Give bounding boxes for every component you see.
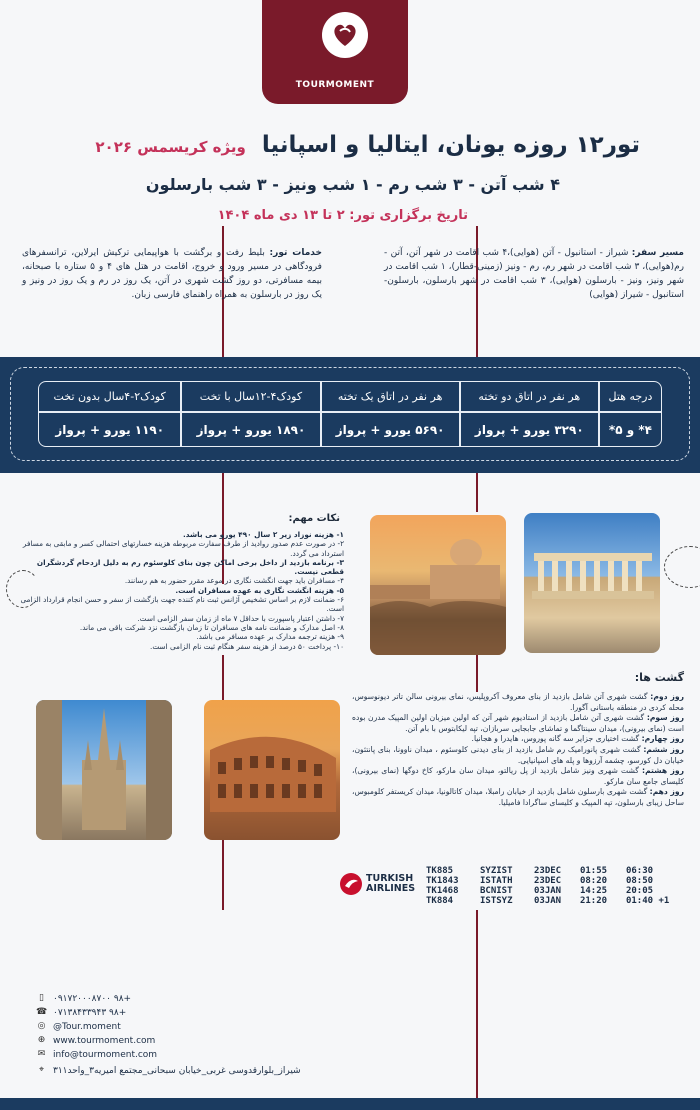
title-accent: ویژه کریسمس ۲۰۲۶ — [95, 138, 246, 156]
tour-day-label: روز چهارم: — [641, 734, 684, 744]
tour-day-text: گشت شهری ونیز شامل بازدید از پل ریالتو، میدان سان مارکو، کاخ دوگها (نمای بیرونی)، کلیسای جامع سان مارکو. — [352, 766, 684, 786]
price-value: ۱۱۹۰ یورو + پرواز — [38, 412, 181, 447]
location-icon: ⌖ — [38, 1065, 45, 1075]
flight-route: BCNIST — [480, 886, 513, 896]
flight-number: TK885 — [426, 866, 454, 876]
services-text: بلیط رفت و برگشت با هواپیمایی ترکیش ایرلاین، ترانسفرهای فرودگاهی در مسیر ورود و خروج، اقامت در هتل های ۴ و ۵ ستاره با صبحانه، بیمه مسافرتی، دو روز گشت شهری در آتن، یک روز در رم و یک روز در ونیز و یک روز در بارسلون به همراه راهنمای فارسی زبان. — [22, 248, 322, 300]
flight-arrive: 08:50 — [625, 876, 654, 886]
contact-phone1[interactable] — [36, 993, 131, 1004]
tour-day-label: روز سوم: — [646, 713, 684, 723]
tour-day-text: گشت شهری آتن شامل بازدید از استادیوم شهر آتن که اولین میزبان اولین المپیک مدرن بوده است (نمای بیرونی)، میدان سینتاگما و تماشای جابجایی سربازان، تپه لیکابتوس با بام آتن. — [352, 713, 684, 733]
globe-icon: ⊕ — [37, 1035, 46, 1045]
flight-arrive: 20:05 — [625, 886, 654, 896]
address-text: شیراز_بلوارقدوسی غربی_خیابان سبحانی_مجتمع امیریه۳_واحد۳۱۱ — [53, 1065, 301, 1076]
price-header: هر نفر در اتاق یک تخته — [321, 381, 460, 412]
phone2-text: ۰۷۱۳۸۴۳۳۹۴۳ ۹۸+ — [53, 1007, 127, 1018]
price-value: ۱۸۹۰ یورو + پرواز — [181, 412, 320, 447]
note-item: ۵- هزینه انگشت نگاری به عهده مسافران است. — [175, 585, 344, 595]
contact-instagram[interactable] — [36, 1021, 121, 1032]
tour-day-text: گشت شهری پانورامیک رم شامل بازدید از بنای دیدنی کلوسئوم ، میدان ناوونا، بنای پانتئون، خیابان دل کورسو، چشمه آرزوها و پله های اسپانیایی. — [352, 744, 684, 765]
page-title — [95, 132, 640, 158]
airline-name — [366, 874, 415, 894]
decor-line — [222, 840, 224, 910]
title-main: تور۱۲ روزه یونان، ایتالیا و اسپانیا — [261, 132, 640, 158]
flight-number: TK1843 — [426, 876, 459, 886]
flight-table — [426, 866, 696, 906]
flight-arrive: 06:30 — [625, 866, 654, 876]
airline-name-line1: TURKISH — [366, 873, 414, 884]
note-item: ۹- هزینه ترجمه مدارک بر عهده مسافر می باشد. — [196, 632, 344, 642]
subtitle: ۴ شب آتن - ۳ شب رم - ۱ شب ونیز - ۳ شب بارسلون — [145, 175, 560, 194]
note-item: ۷- داشتن اعتبار پاسپورت با حداقل ۷ ماه از زمان سفر الزامی است. — [137, 613, 344, 623]
tour-day-text: گشت شهری بارسلون شامل بازدید از خیابان رامبلا، میدان کاتالونیا، میدان کریستفر کلومبوس، ساحل زیبای بارسلون، تپه المپیک و کلیسای ساگرادا فامیلیا. — [352, 787, 684, 807]
email-icon: ✉ — [37, 1049, 46, 1059]
flight-arrive: 01:40 +1 — [625, 896, 670, 906]
contact-website[interactable] — [36, 1035, 155, 1046]
contact-phone2[interactable] — [36, 1007, 126, 1018]
decor-line — [476, 910, 478, 1100]
price-value: ۳۲۹۰ یورو + پرواز — [460, 412, 599, 447]
phone1-text: ۰۹۱۷۲۰۰۰۸۷۰۰ ۹۸+ — [53, 993, 132, 1004]
note-item: ۴- مسافران باید جهت انگشت نگاری در موعد مقرر حضور به هم رسانند. — [124, 576, 344, 586]
tour-day-text: گشت شهری آتن شامل بازدید از بنای معروف آکروپلیس، نمای بیرونی سالن تاتر دیونوسوس، محله کردی در منطقه باستانی آگورا. — [352, 692, 684, 712]
note-item: ۳- برنامه بازدید از داخل برخی اماکن چون بنای کلوسئوم رم به دلیل ازدحام گردشگران قطعی نیست. — [36, 557, 344, 577]
tour-day-text: گشت اختیاری جزایر سه گانه پوروس، هایدرا و هجانیا. — [471, 734, 640, 744]
flight-date: 23DEC — [534, 866, 562, 876]
photo-barcelona — [36, 700, 172, 840]
services-paragraph — [22, 246, 322, 302]
footer-band — [0, 1098, 700, 1110]
decor-line — [222, 655, 224, 700]
decor-line — [476, 652, 478, 692]
tour-day-label: روز دهم: — [649, 787, 684, 797]
flight-depart: 01:55 — [579, 866, 608, 876]
flight-route: ISTATH — [480, 876, 513, 886]
flight-number: TK1468 — [426, 886, 459, 896]
tour-day — [352, 766, 684, 787]
note-item: ۶- ضمانت لازم بر اساس تشخیص آژانس ثبت نام کننده جهت بازگشت از سفر و حسن انجام قرارداد الزامی است. — [20, 595, 344, 614]
turkish-airlines-icon — [340, 873, 362, 895]
route-text: شیراز - استانبول - آتن (هوایی)،۴ شب اقامت در شهر آتن، آتن - رم(هوایی)، ۳ شب اقامت در شهر رم، رم - ونیز (زمینی-قطار)، ۱ شب اقامت در شهر ونیز، ونیز - بارسلون (هوایی)، ۳ شب اقامت در شهر بارسلون، بارسلون- استانبول - شیراز (هوایی) — [384, 248, 684, 300]
flight-row — [426, 876, 696, 886]
price-value-row — [38, 412, 662, 447]
price-header: درجه هتل — [599, 381, 662, 412]
flight-row — [426, 866, 696, 876]
tour-day — [352, 787, 684, 808]
tour-day — [352, 734, 684, 745]
flight-route: SYZIST — [480, 866, 513, 876]
price-header-row — [38, 381, 662, 412]
website-text: www.tourmoment.com — [53, 1035, 156, 1046]
photo-rome — [370, 515, 506, 655]
contact-email[interactable] — [36, 1049, 157, 1060]
photo-colosseum — [204, 700, 340, 840]
tour-day-label: روز ششم: — [643, 744, 684, 754]
flight-depart: 21:20 — [579, 896, 608, 906]
notes-list — [14, 530, 344, 651]
tour-day — [352, 713, 684, 734]
tour-dates: تاریخ برگزاری تور: ۲ تا ۱۳ دی ماه ۱۴۰۴ — [217, 208, 468, 223]
tour-day — [352, 692, 684, 713]
brand-name: TOURMOMENT — [295, 80, 375, 90]
price-header: کودک۴-۱۲سال با تخت — [181, 381, 320, 412]
decor-curve — [664, 546, 700, 588]
price-value: ۵۶۹۰ یورو + پرواز — [321, 412, 460, 447]
price-header: کودک۲-۴سال بدون تخت — [38, 381, 181, 412]
tour-day-label: روز هشتم: — [642, 766, 685, 776]
flight-depart: 08:20 — [579, 876, 608, 886]
services-label: خدمات تور: — [269, 248, 322, 258]
note-item: ۱۰- پرداخت ۵۰ درصد از هزینه سفر هنگام ثبت نام الزامی است. — [150, 641, 344, 651]
instagram-text: @Tour.moment — [53, 1021, 121, 1032]
phone-icon: ☎ — [36, 1007, 48, 1017]
route-label: مسیر سفر: — [631, 248, 684, 258]
note-item: ۲- در صورت عدم صدور روادید از طرف سفارت مربوطه هزینه خسارتهای احتمالی کسر و مابقی به مسافر استرداد می گردد. — [22, 539, 344, 558]
tour-day — [352, 745, 684, 766]
flight-route: ISTSYZ — [480, 896, 513, 906]
decor-line — [476, 472, 478, 512]
logo-icon — [322, 12, 368, 58]
price-value: ۴* و ۵* — [599, 412, 662, 447]
flight-number: TK884 — [426, 896, 454, 906]
tour-day-label: روز دوم: — [650, 692, 685, 701]
route-paragraph — [384, 246, 684, 302]
instagram-icon: ◎ — [37, 1021, 46, 1031]
notes-title: نکات مهم: — [288, 513, 340, 524]
mobile-icon: ▯ — [39, 993, 44, 1003]
email-text: info@tourmoment.com — [53, 1049, 158, 1060]
flight-row — [426, 896, 696, 906]
photo-athens — [524, 513, 660, 653]
note-item: ۸- اصل مدارک و ضمانت نامه های مسافران تا زمان بازگشت نزد شرکت باقی می ماند. — [79, 622, 344, 632]
price-table — [38, 381, 662, 447]
note-item: ۱- هزینه نوزاد زیر ۲ سال ۴۹۰ یورو می باشد. — [182, 530, 344, 539]
tours-title: گشت ها: — [634, 671, 684, 684]
flight-row — [426, 886, 696, 896]
flight-date: 03JAN — [534, 896, 562, 906]
airline-name-line2: AIRLINES — [366, 883, 416, 894]
tours-list — [352, 692, 684, 809]
flight-date: 23DEC — [534, 876, 562, 886]
flight-depart: 14:25 — [579, 886, 608, 896]
contact-address — [36, 1065, 301, 1076]
price-header: هر نفر در اتاق دو تخته — [460, 381, 599, 412]
flight-date: 03JAN — [534, 886, 562, 896]
